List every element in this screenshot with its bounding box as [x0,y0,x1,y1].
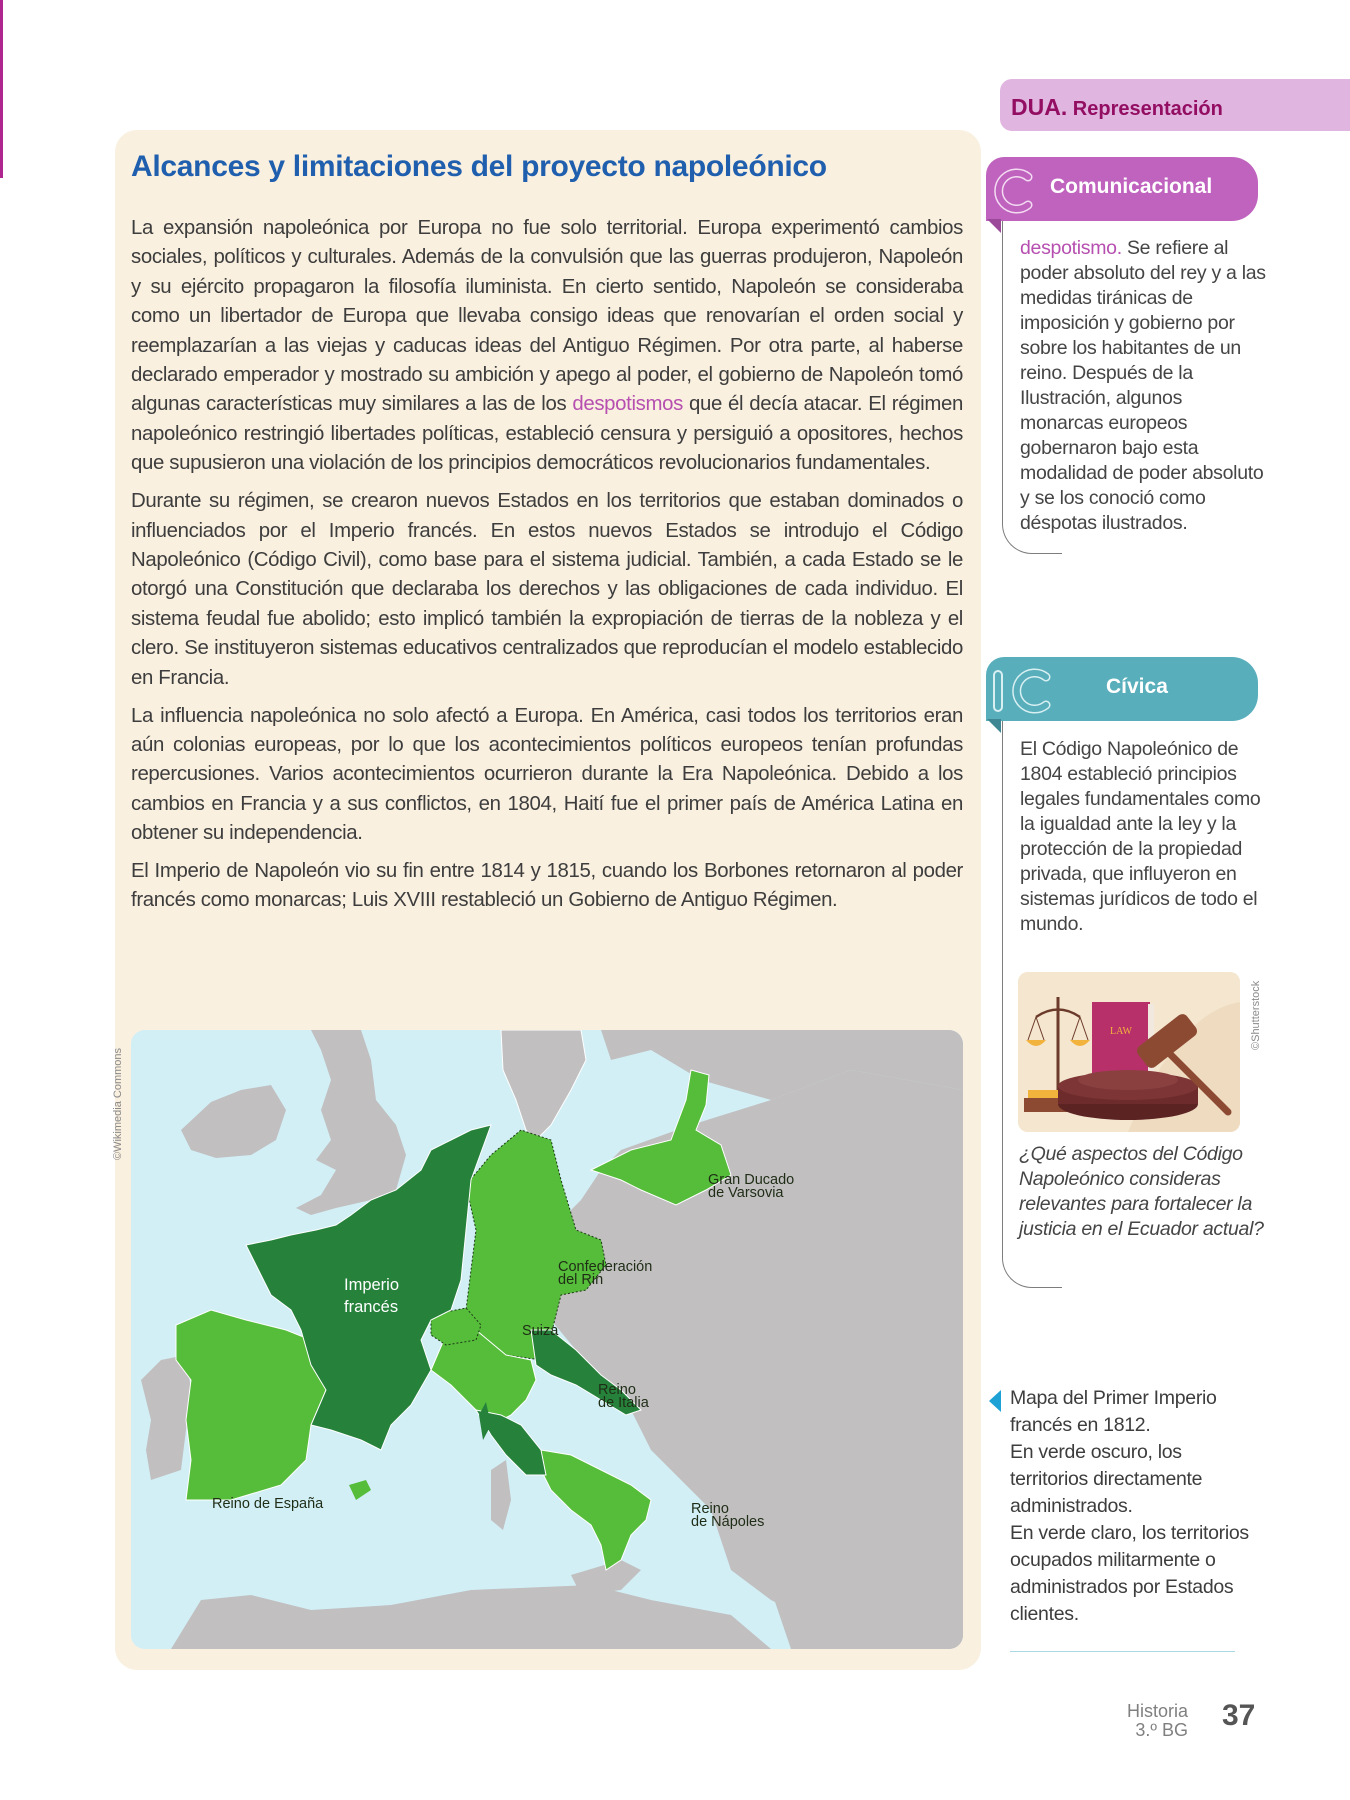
map-caption: Mapa del Primer Imperio francés en 1812. En verde oscuro, los territorios directamente administrados. En verde claro, los territorios ocupados militarmente o administrados por Estados clientes. [1010,1387,1249,1625]
glossary-definition: despotismo. Se refiere al poder absoluto del rey y a las medidas tiránicas de imposición y gobierno por sobre los habitantes de un reino. Después de la Ilustración, algunos monarcas europeos gobernaron bajo esta modalidad de poder absoluto y se los conoció como déspotas ilustrados. [1020,237,1266,534]
comunicacional-c-icon [988,163,1042,217]
page-title: Alcances y limitaciones del proyecto napoleónico [131,150,827,183]
svg-text:LAW: LAW [1110,1026,1132,1037]
label-reino-espana: Reino de España [212,1496,324,1512]
svg-text:de Varsovia: de Varsovia [708,1185,784,1201]
law-illustration [1018,972,1240,1132]
paragraph-4: El Imperio de Napoleón vio su fin entre 1814 y 1815, cuando los Borbones retornaron al poder francés como monarcas; Luis XVIII restableció un Gobierno de Antiguo Régimen. [131,860,963,912]
reflection-question: ¿Qué aspectos del Código Napoleónico consideras relevantes para fortalecer la justicia en el Ecuador actual? [1019,1143,1264,1240]
gavel-scales-law-book-icon [1018,972,1240,1132]
glossary-term-link[interactable]: despotismos [572,393,683,416]
caption-divider [1010,1651,1235,1652]
article-body [131,214,963,924]
label-confederacion-rin: Confederación [558,1259,653,1275]
map-graphic [131,1030,963,1649]
page-number: 37 [1222,1699,1256,1732]
label-suiza: Suiza [522,1323,559,1339]
dua-heading: DUA. Representación [1011,94,1223,120]
label-reino-italia: Reino [598,1382,636,1398]
map-credit: ©Wikimedia Commons [112,1047,124,1160]
civica-tab: Cívica [986,657,1258,721]
caption-pointer-icon [989,1390,1001,1412]
paragraph-1: La expansión napoleónica por Europa no fue solo territorial. Europa experimentó cambios sociales, políticos y culturales. Además de la convulsión que las guerras produjeron, Napoleón y su ejército propagaron la filosofía iluminista. En cierto sentido, Napoleón se consideraba como un libertador de Europa que llevaba consigo ideas que renovarían el orden social y reemplazarían a las viejas y caducas ideas del Antiguo Régimen. Por otra parte, al haberse declarado emperador y mostrado su ambición y apego al poder, el gobierno de Napoleón tomó algunas características muy similares a las de los despotismos que él decía atacar. El régimen napoleónico restringió libertades políticas, estableció censura y persiguió a opositores, hechos que supusieron una violación de los principios democráticos revolucionarios fundamentales. [131,217,963,475]
civica-ic-icon [988,663,1058,717]
svg-text:de Italia: de Italia [598,1395,649,1411]
paragraph-2: Durante su régimen, se crearon nuevos Estados en los territorios que estaban dominados o influenciados por el Imperio francés. En estos nuevos Estados se introdujo el Código Napoleónico (Código Civil), como base para el sistema judicial. También, a cada Estado se le otorgó una Constitución que declaraba los derechos y las obligaciones de cada individuo. El sistema feudal fue abolido; esto implicó también la expropiación de tierras de la nobleza y el clero. Se instituyeron sistemas educativos centralizados que reproducían el modelo establecido en Francia. [131,490,963,689]
image-credit: ©Shutterstock [1250,980,1262,1050]
page-edge-marker [0,0,3,178]
label-gran-ducado-varsovia: Gran Ducado [708,1172,795,1188]
comunicacional-tab: Comunicacional [986,157,1258,221]
label-reino-napoles: Reino [691,1501,729,1517]
paragraph-3: La influencia napoleónica no solo afectó a Europa. En América, casi todos los territorios eran aún colonias europeas, por lo que los acontecimientos políticos europeos tenían profundas repercusiones. Varios acontecimientos ocurrieron durante la Era Napoleónica. Debido a los cambios en Francia y a sus conflictos, en 1804, Haití fue el primer país de América Latina en obtener su independencia. [131,704,963,845]
svg-text:francés: francés [344,1298,399,1316]
footer-subject: Historia 3.º BG [1126,1701,1188,1740]
civica-text: El Código Napoleónico de 1804 estableció principios legales fundamentales como la igualdad ante la ley y la protección de la propiedad privada, que influyeron en sistemas jurídicos de todo el mundo. [1020,738,1261,935]
svg-text:del Rin: del Rin [558,1272,604,1288]
europe-1812-map [131,1030,963,1649]
svg-text:de Nápoles: de Nápoles [691,1514,765,1530]
label-imperio-frances: Imperio [344,1276,400,1294]
